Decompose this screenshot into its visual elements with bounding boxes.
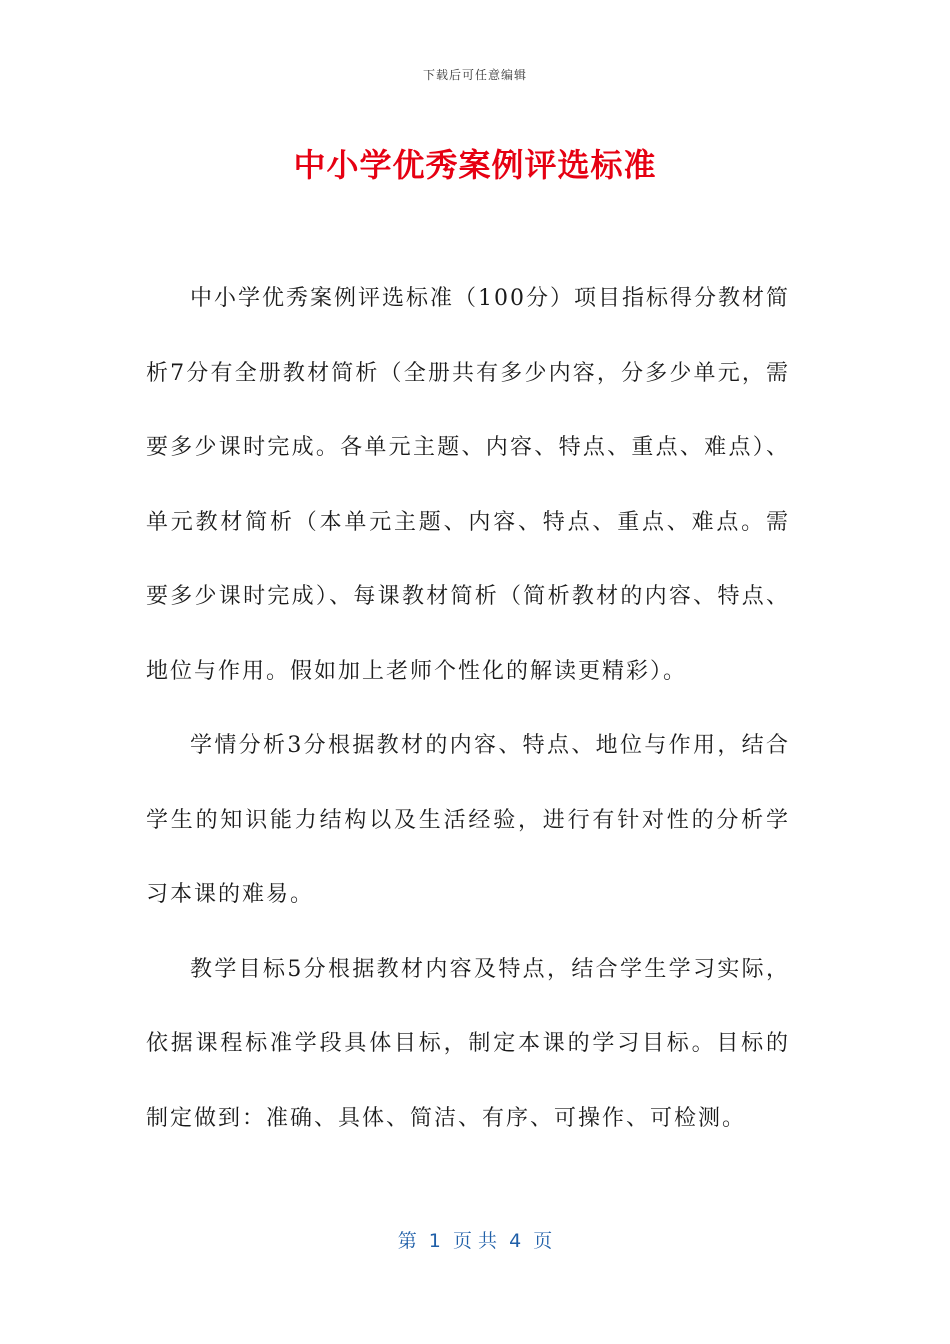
header-note: 下载后可任意编辑 [422,68,527,82]
paragraph-student-analysis: 学情分析3分根据教材的内容、特点、地位与作用，结合学生的知识能力结构以及生活经验，进行有针对性的分析学习本课的难易。 [146,733,790,907]
document-body [146,262,790,1156]
paragraph-teaching-objectives: 教学目标5分根据教材内容及特点，结合学生学习实际，依据课程标准学段具体目标，制定本课的学习目标。目标的制定做到：准确、具体、简洁、有序、可操作、可检测。 [146,956,790,1131]
page-number: 第 1 页 共 4 页 [397,1230,553,1252]
paragraph-textbook-analysis: 中小学优秀案例评选标准（100分）项目指标得分教材简析7分有全册教材简析（全册共有多少内容，分多少单元，需要多少课时完成。各单元主题、内容、特点、重点、难点）、单元教材简析（本单元主题、内容、特点、重点、难点。需要多少课时完成）、每课教材简析（简析教材的内容、特点、地位与作用。假如加上老师个性化的解读更精彩）。 [146,286,790,684]
document-title: 中小学优秀案例评选标准 [293,146,657,184]
